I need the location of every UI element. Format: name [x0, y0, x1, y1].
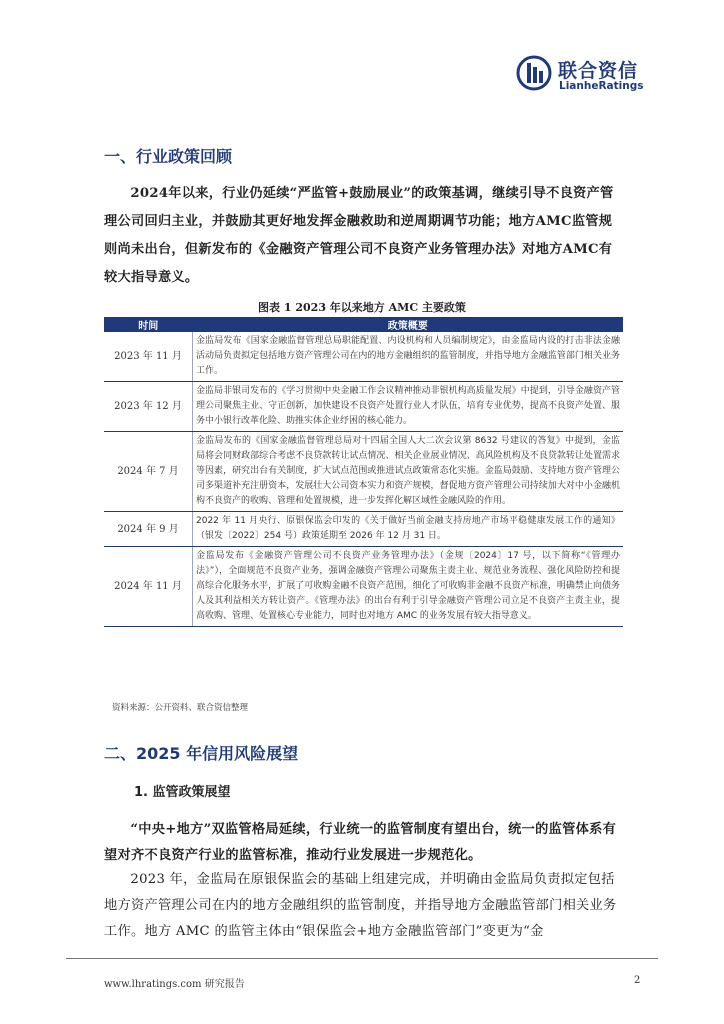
row-time: 2023 年 12 月 — [104, 382, 193, 432]
table-caption: 图表 1 2023 年以来地方 AMC 主要政策 — [258, 301, 466, 314]
lianhe-logo-icon — [516, 54, 552, 92]
row-content: 金监局发布《金融资产管理公司不良资产业务管理办法》（金规〔2024〕17 号，以下简称“《管理办法》”），全面规范不良资产业务，强调金融资产管理公司聚焦主责主业、规范业务流程、强化风险防控和提高综合化服务水平，扩展了可收购金融不良资产范围，细化了可收购非金融不良资产标准，明确禁止向债务人及其利益相关方转让资产。《管理办法》的出台有利于引导金融资产管理公司立足不良资产主责主业，提高收购、管理、处置核心专业能力，同时也对地方 AMC 的业务发展有较大指导意义。 — [193, 547, 624, 627]
row-content: 金监局非银司发布的《学习贯彻中央金融工作会议精神推动非银机构高质量发展》中提到，引导金融资产管理公司聚焦主业、守正创新，加快建设不良资产处置行业人才队伍，培育专业优势，提高不良资产处置、服务中小银行改革化险、助推实体企业纾困的核心能力。 — [193, 382, 624, 432]
row-time: 2024 年 7 月 — [104, 432, 193, 512]
section2-paragraph: 2023 年，金监局在原银保监会的基础上组建完成，并明确由金监局负责拟定包括地方资产管理公司在内的地方金融组织的监管制度，并指导地方金融监管部门相关业务工作。地方 AMC 的监管主体由“银保监会+地方金融监管部门”变更为“金 — [104, 872, 617, 939]
section1-paragraph: 2024年以来，行业仍延续“严监管+鼓励展业”的政策基调，继续引导不良资产管理公司回归主业，并鼓励其更好地发挥金融救助和逆周期调节功能；地方AMC监管规则尚未出台，但新发布的《金融资产管理公司不良资产业务管理办法》对地方AMC有较大指导意义。 — [104, 186, 614, 285]
section2-subheading: 1. 监管政策展望 — [134, 785, 231, 800]
table-row — [104, 512, 623, 547]
brand-name-en: LianheRatings — [559, 80, 644, 92]
table-source: 资料来源：公开资料、联合资信整理 — [112, 703, 249, 713]
section2-heading: 二、2025 年信用风险展望 — [104, 744, 299, 763]
row-time: 2023 年 11 月 — [104, 332, 193, 382]
row-content: 金监局发布的《国家金融监督管理总局对十四届全国人大二次会议第 8632 号建议的答复》中提到，金监局将会同财政部综合考虑不良贷款转让试点情况、相关企业展业情况、高风险机构及不良贷款转让处置需求等因素，研究出台有关制度，扩大试点范围或推进试点政策常态化实施。金监局鼓励、支持地方资产管理公司多渠道补充注册资本，发展壮大公司资本实力和资产规模，督促地方资产管理公司持续加大对中小金融机构不良资产的收购、管理和处置规模，进一步发挥化解区域性金融风险的作用。 — [193, 432, 624, 512]
row-content: 2022 年 11 月央行、原银保监会印发的《关于做好当前金融支持房地产市场平稳健康发展工作的通知》（银发〔2022〕254 号）政策延期至 2026 年 12 月 31 日。 — [193, 512, 624, 547]
policy-table — [104, 317, 623, 627]
table-row — [104, 432, 623, 512]
section2-bold-paragraph: “中央+地方”双监管格局延续，行业统一的监管制度有望出台，统一的监管体系有望对齐不良资产行业的监管标准，推动行业发展进一步规范化。 — [104, 822, 617, 863]
footer-site: www.lhratings.com 研究报告 — [104, 979, 245, 990]
row-content: 金监局发布《国家金融监督管理总局职能配置、内设机构和人员编制规定》，由金监局内设的打击非法金融活动局负责拟定包括地方资产管理公司在内的地方金融组织的监管制度，并指导地方金融监管部门相关业务工作。 — [193, 332, 624, 382]
brand-name-cn: 联合资信 — [558, 60, 639, 82]
table-header-time: 时间 — [104, 317, 193, 332]
table-header-content: 政策概要 — [193, 317, 624, 332]
table-row — [104, 332, 623, 382]
table-row — [104, 382, 623, 432]
footer-divider — [66, 958, 658, 959]
row-time: 2024 年 9 月 — [104, 512, 193, 547]
brand-logo — [516, 54, 676, 96]
table-header-row — [104, 317, 623, 332]
row-time: 2024 年 11 月 — [104, 547, 193, 627]
page-number: 2 — [634, 975, 641, 986]
table-row — [104, 547, 623, 627]
section1-heading: 一、行业政策回顾 — [104, 147, 233, 166]
